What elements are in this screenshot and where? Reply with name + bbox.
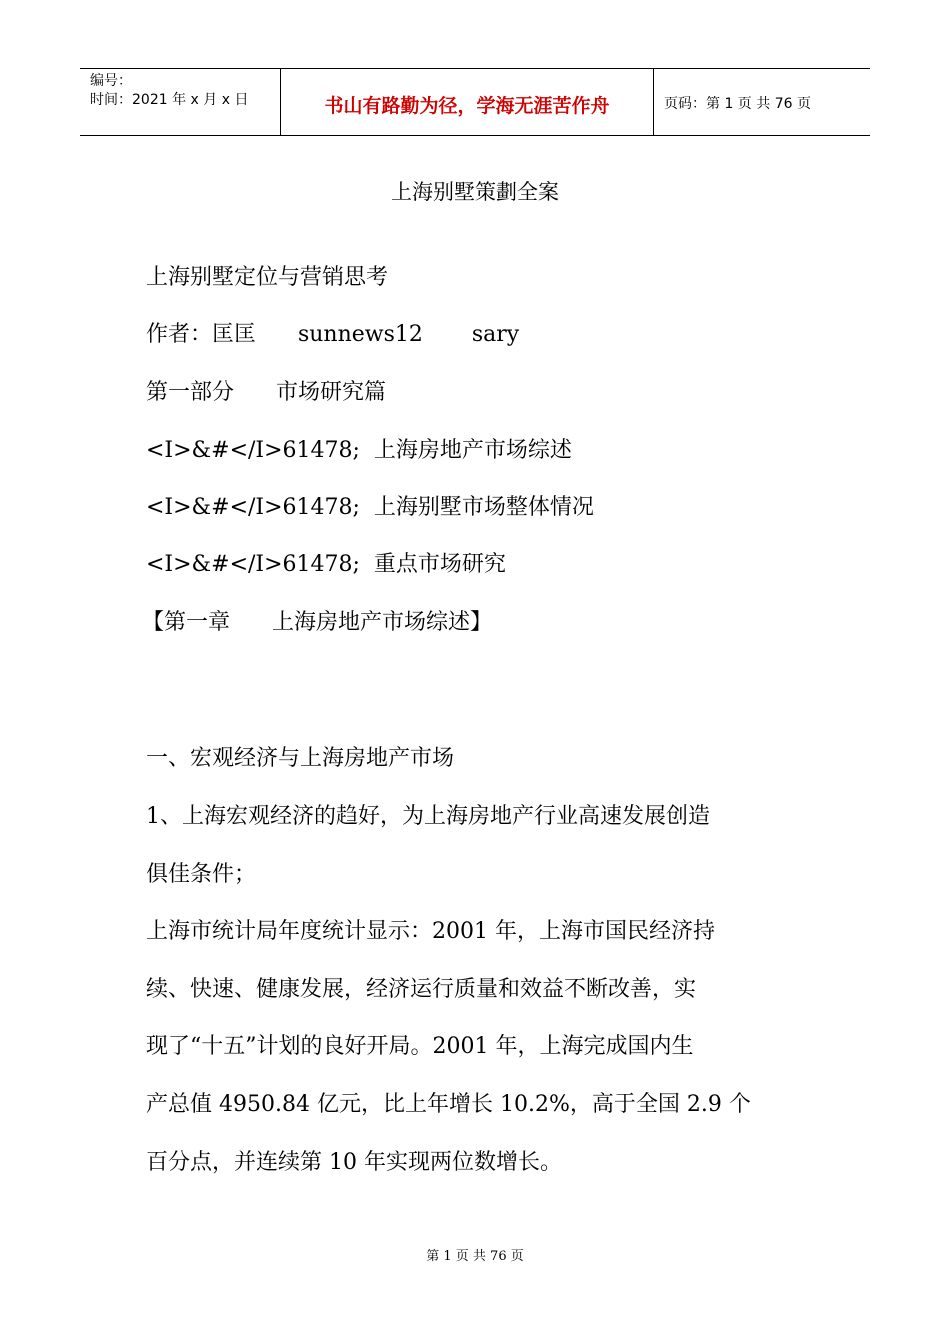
paragraph-line: 百分点，并连续第 10 年实现两位数增长。 — [146, 1150, 562, 1175]
paragraph-line: 1、上海宏观经济的趋好，为上海房地产行业高速发展创造 — [146, 804, 710, 829]
chapter-heading: 【第一章 上海房地产市场综述】 — [142, 610, 492, 635]
author-line: 作者：匡匡 sunnews12 sary — [146, 322, 520, 347]
serial-number-label: 编号： — [90, 73, 132, 89]
header-motto-cell — [281, 69, 654, 135]
header-page-cell — [654, 69, 870, 135]
subtitle-line: 上海别墅定位与营销思考 — [146, 265, 389, 290]
paragraph-line: 俱佳条件； — [146, 862, 257, 887]
paragraph-line: 现了“十五”计划的良好开局。2001 年，上海完成国内生 — [146, 1034, 694, 1059]
date-label: 时间：2021 年 x 月 x 日 — [90, 92, 249, 108]
header-meta-cell — [80, 69, 281, 135]
page-footer: 第 1 页 共 76 页 — [426, 1249, 524, 1264]
document-header — [80, 68, 870, 136]
motto-text: 书山有路勤为径，学海无涯苦作舟 — [324, 94, 610, 117]
toc-item: <I>&#</I>61478; 上海房地产市场综述 — [146, 438, 572, 463]
toc-item: <I>&#</I>61478; 上海别墅市场整体情况 — [146, 495, 594, 520]
part-heading: 第一部分 市场研究篇 — [146, 380, 386, 405]
section-heading: 一、宏观经济与上海房地产市场 — [146, 746, 455, 771]
document-title: 上海别墅策劃全案 — [391, 180, 559, 204]
paragraph-line: 上海市统计局年度统计显示：2001 年，上海市国民经济持 — [146, 919, 715, 944]
paragraph-line: 续、快速、健康发展，经济运行质量和效益不断改善，实 — [146, 977, 697, 1002]
paragraph-line: 产总值 4950.84 亿元，比上年增长 10.2%，高于全国 2.9 个 — [146, 1092, 751, 1117]
toc-item: <I>&#</I>61478; 重点市场研究 — [146, 552, 506, 577]
page-info: 页码：第 1 页 共 76 页 — [664, 96, 811, 112]
